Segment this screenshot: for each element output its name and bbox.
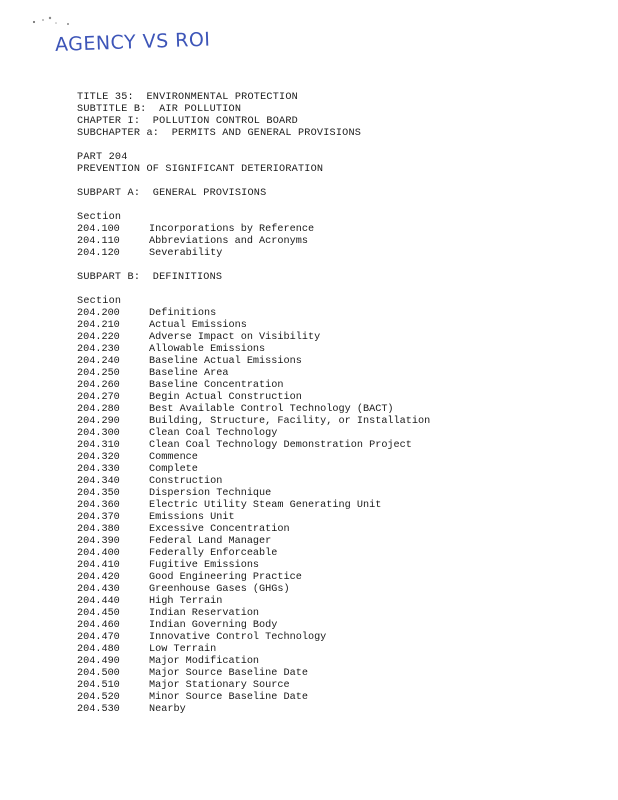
section-title: Clean Coal Technology	[149, 428, 278, 439]
section-title: Incorporations by Reference	[149, 224, 315, 235]
section-number: 204.210	[77, 320, 120, 331]
section-number: 204.430	[77, 584, 120, 595]
section-title: Indian Governing Body	[149, 620, 278, 631]
section-title: Indian Reservation	[149, 608, 260, 619]
section-number: 204.380	[77, 524, 120, 535]
section-number: 204.200	[77, 308, 120, 319]
section-title: Baseline Actual Emissions	[149, 356, 302, 367]
section-number: 204.350	[77, 488, 120, 499]
part-name: PREVENTION OF SIGNIFICANT DETERIORATION	[77, 164, 324, 175]
section-number: 204.120	[77, 248, 120, 259]
section-number: 204.230	[77, 344, 120, 355]
section-title: Baseline Concentration	[149, 380, 284, 391]
section-number: 204.410	[77, 560, 120, 571]
section-title: Nearby	[149, 704, 186, 715]
part-number: PART 204	[77, 152, 128, 163]
section-number: 204.340	[77, 476, 120, 487]
subpart-b-heading: SUBPART B: DEFINITIONS	[77, 272, 223, 283]
title-line: TITLE 35: ENVIRONMENTAL PROTECTION	[77, 92, 298, 103]
section-number: 204.320	[77, 452, 120, 463]
handwritten-annotation: AGENCY VS ROI	[54, 28, 211, 56]
section-number: 204.470	[77, 632, 120, 643]
subpart-b-section-label: Section	[77, 296, 122, 307]
section-title: Major Stationary Source	[149, 680, 290, 691]
section-number: 204.490	[77, 656, 120, 667]
section-title: Best Available Control Technology (BACT)	[149, 404, 394, 415]
scan-specks	[28, 14, 78, 28]
section-title: Federal Land Manager	[149, 536, 272, 547]
section-number: 204.300	[77, 428, 120, 439]
subpart-a-heading: SUBPART A: GENERAL PROVISIONS	[77, 188, 267, 199]
section-title: Actual Emissions	[149, 320, 247, 331]
section-title: Construction	[149, 476, 223, 487]
section-number: 204.250	[77, 368, 120, 379]
section-number: 204.220	[77, 332, 120, 343]
section-title: Innovative Control Technology	[149, 632, 327, 643]
section-title: Abbreviations and Acronyms	[149, 236, 308, 247]
section-title: Electric Utility Steam Generating Unit	[149, 500, 382, 511]
section-number: 204.480	[77, 644, 120, 655]
section-number: 204.440	[77, 596, 120, 607]
section-number: 204.360	[77, 500, 120, 511]
section-number: 204.260	[77, 380, 120, 391]
section-title: High Terrain	[149, 596, 223, 607]
subpart-a-section-label: Section	[77, 212, 122, 223]
section-number: 204.280	[77, 404, 120, 415]
section-title: Greenhouse Gases (GHGs)	[149, 584, 290, 595]
section-title: Major Source Baseline Date	[149, 668, 308, 679]
section-number: 204.450	[77, 608, 120, 619]
section-number: 204.240	[77, 356, 120, 367]
chapter-line: CHAPTER I: POLLUTION CONTROL BOARD	[77, 116, 298, 127]
section-number: 204.370	[77, 512, 120, 523]
section-title: Definitions	[149, 308, 217, 319]
section-title: Building, Structure, Facility, or Installation	[149, 416, 431, 427]
section-title: Clean Coal Technology Demonstration Project	[149, 440, 412, 451]
section-number: 204.310	[77, 440, 120, 451]
section-number: 204.400	[77, 548, 120, 559]
section-title: Baseline Area	[149, 368, 229, 379]
section-number: 204.100	[77, 224, 120, 235]
section-number: 204.420	[77, 572, 120, 583]
section-number: 204.390	[77, 536, 120, 547]
section-title: Complete	[149, 464, 198, 475]
section-title: Commence	[149, 452, 198, 463]
section-number: 204.330	[77, 464, 120, 475]
subtitle-line: SUBTITLE B: AIR POLLUTION	[77, 104, 242, 115]
section-title: Begin Actual Construction	[149, 392, 302, 403]
section-number: 204.500	[77, 668, 120, 679]
section-title: Fugitive Emissions	[149, 560, 260, 571]
section-number: 204.530	[77, 704, 120, 715]
section-number: 204.290	[77, 416, 120, 427]
section-number: 204.520	[77, 692, 120, 703]
section-title: Major Modification	[149, 656, 260, 667]
section-title: Emissions Unit	[149, 512, 235, 523]
section-title: Low Terrain	[149, 644, 217, 655]
section-title: Severability	[149, 248, 223, 259]
section-number: 204.270	[77, 392, 120, 403]
subchapter-line: SUBCHAPTER a: PERMITS AND GENERAL PROVISIONS	[77, 128, 362, 139]
section-title: Allowable Emissions	[149, 344, 266, 355]
section-number: 204.110	[77, 236, 120, 247]
section-number: 204.510	[77, 680, 120, 691]
section-number: 204.460	[77, 620, 120, 631]
section-title: Excessive Concentration	[149, 524, 290, 535]
section-title: Federally Enforceable	[149, 548, 278, 559]
section-title: Minor Source Baseline Date	[149, 692, 308, 703]
section-title: Adverse Impact on Visibility	[149, 332, 321, 343]
section-title: Dispersion Technique	[149, 488, 272, 499]
section-title: Good Engineering Practice	[149, 572, 302, 583]
